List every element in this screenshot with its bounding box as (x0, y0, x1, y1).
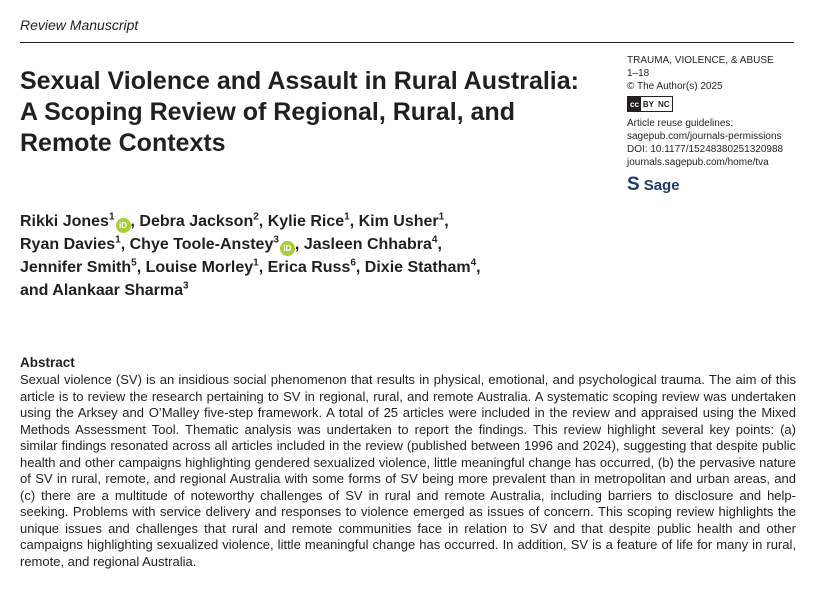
author-name[interactable]: Dixie Statham (364, 259, 471, 276)
author-entry (20, 236, 130, 253)
abstract-body: Sexual violence (SV) is an insidious social phenomenon that results in physical, emotional, and psychological trauma. The aim of this article is to review the research pertaining to SV in regional, rural, and remote Australia. A systematic scoping review was undertaken using the Arksey and O’Malley five-step framework. A total of 25 articles were included in the review and appraised using the Mixed Methods Assessment Tool. Thematic analysis was undertaken to report the findings. This review highlight several key points: (a) similar findings resonated across all articles included in the review (published between 1996 and 2024), suggesting that despite public health and other campaigns highlighting gendered sexualized violence, little meaningful change has occurred, (b) the pervasive nature of SV in rural, remote, and regional Australia with some forms of SV being more prevalent than in metropolitan and urban areas, and (c) there are a multitude of noteworthy challenges of SV in rural and remote Australia, including barriers to disclosure and help-seeking. Problems with service delivery and responses to violence emerged as issues of concern. This scoping review highlights the unique issues and challenges that rural and remote communities face in relation to SV and that despite public health and other campaigns highlighting sexualized violence, little meaningful change has occurred. In addition, SV is a feature of life for many in rural, remote, and regional Australia. (20, 372, 796, 569)
section-label: Review Manuscript (20, 17, 139, 33)
author-affiliation[interactable]: 2 (253, 211, 259, 223)
doi-link[interactable]: DOI: 10.1177/15248380251320988 (627, 144, 784, 155)
author-separator: , (120, 236, 130, 253)
copyright-notice: © The Author(s) 2025 (627, 81, 723, 92)
author-affiliation[interactable]: 1 (253, 257, 259, 269)
author-name[interactable]: Kim Usher (358, 213, 439, 230)
author-entry (20, 213, 139, 230)
author-separator: , (130, 213, 140, 230)
author-name[interactable]: Louise Morley (145, 259, 254, 276)
author-separator: , (444, 213, 449, 230)
author-separator: , (476, 259, 481, 276)
author-affiliation[interactable]: 3 (273, 234, 279, 246)
author-affiliation[interactable]: 1 (108, 211, 115, 223)
author-affiliation[interactable]: 1 (344, 211, 350, 223)
author-entry (365, 259, 481, 276)
cc-license-icon[interactable] (627, 96, 673, 112)
author-entry (139, 213, 267, 230)
author-entry (268, 213, 359, 230)
author-entry (130, 236, 304, 253)
journal-homepage-link[interactable]: journals.sagepub.com/home/tva (627, 157, 769, 168)
author-affiliation[interactable]: 1 (438, 211, 445, 223)
journal-name[interactable]: TRAUMA, VIOLENCE, & ABUSE (627, 55, 774, 66)
cc-by-icon: BY (642, 99, 655, 109)
author-name[interactable]: Jennifer Smith (20, 259, 132, 276)
author-name[interactable]: Erica Russ (267, 259, 351, 276)
author-entry (268, 259, 365, 276)
author-name[interactable]: Jasleen Chhabra (303, 236, 432, 253)
author-affiliation[interactable]: 4 (431, 234, 438, 246)
cc-nc-icon: NC (658, 99, 670, 109)
reuse-guidelines-link[interactable]: sagepub.com/journals-permissions (627, 131, 782, 142)
author-name[interactable]: Debra Jackson (139, 213, 254, 230)
orcid-icon[interactable]: iD (116, 218, 131, 233)
sage-logo[interactable] (627, 175, 807, 195)
journal-pages: 1–18 (627, 68, 650, 79)
author-separator: , (294, 236, 304, 253)
header-divider (20, 42, 794, 43)
article-title: Sexual Violence and Assault in Rural Australia: A Scoping Review of Regional, Rural, and Remote Contexts (20, 67, 579, 157)
abstract-section (20, 354, 796, 570)
author-entry (20, 259, 146, 276)
author-separator: , (136, 259, 146, 276)
author-name[interactable]: Rikki Jones (20, 213, 109, 230)
sage-wordmark: Sage (643, 176, 680, 194)
reuse-guidelines-label: Article reuse guidelines: (627, 118, 734, 129)
author-entry (304, 236, 442, 253)
journal-info (627, 54, 807, 195)
author-separator: , (437, 236, 442, 253)
orcid-icon[interactable]: iD (280, 241, 295, 256)
author-affiliation[interactable]: 6 (350, 257, 356, 269)
author-separator: , (258, 213, 268, 230)
abstract-heading: Abstract (20, 355, 75, 370)
author-entry (20, 282, 189, 299)
author-name[interactable]: Ryan Davies (20, 236, 116, 253)
author-affiliation[interactable]: 5 (131, 257, 137, 269)
author-name[interactable]: Chye Toole-Anstey (129, 236, 274, 253)
author-separator: , (258, 259, 268, 276)
author-affiliation[interactable]: 4 (470, 257, 477, 269)
cc-logo-icon: cc (628, 97, 641, 111)
author-affiliation[interactable]: 3 (183, 280, 189, 292)
author-name[interactable]: and Alankaar Sharma (20, 282, 184, 299)
sage-s-icon: S (627, 174, 640, 195)
author-entry (146, 259, 268, 276)
author-affiliation[interactable]: 1 (115, 234, 121, 246)
author-separator: , (349, 213, 359, 230)
author-list (20, 210, 580, 302)
author-entry (359, 213, 449, 230)
author-separator: , (355, 259, 365, 276)
author-name[interactable]: Kylie Rice (267, 213, 345, 230)
